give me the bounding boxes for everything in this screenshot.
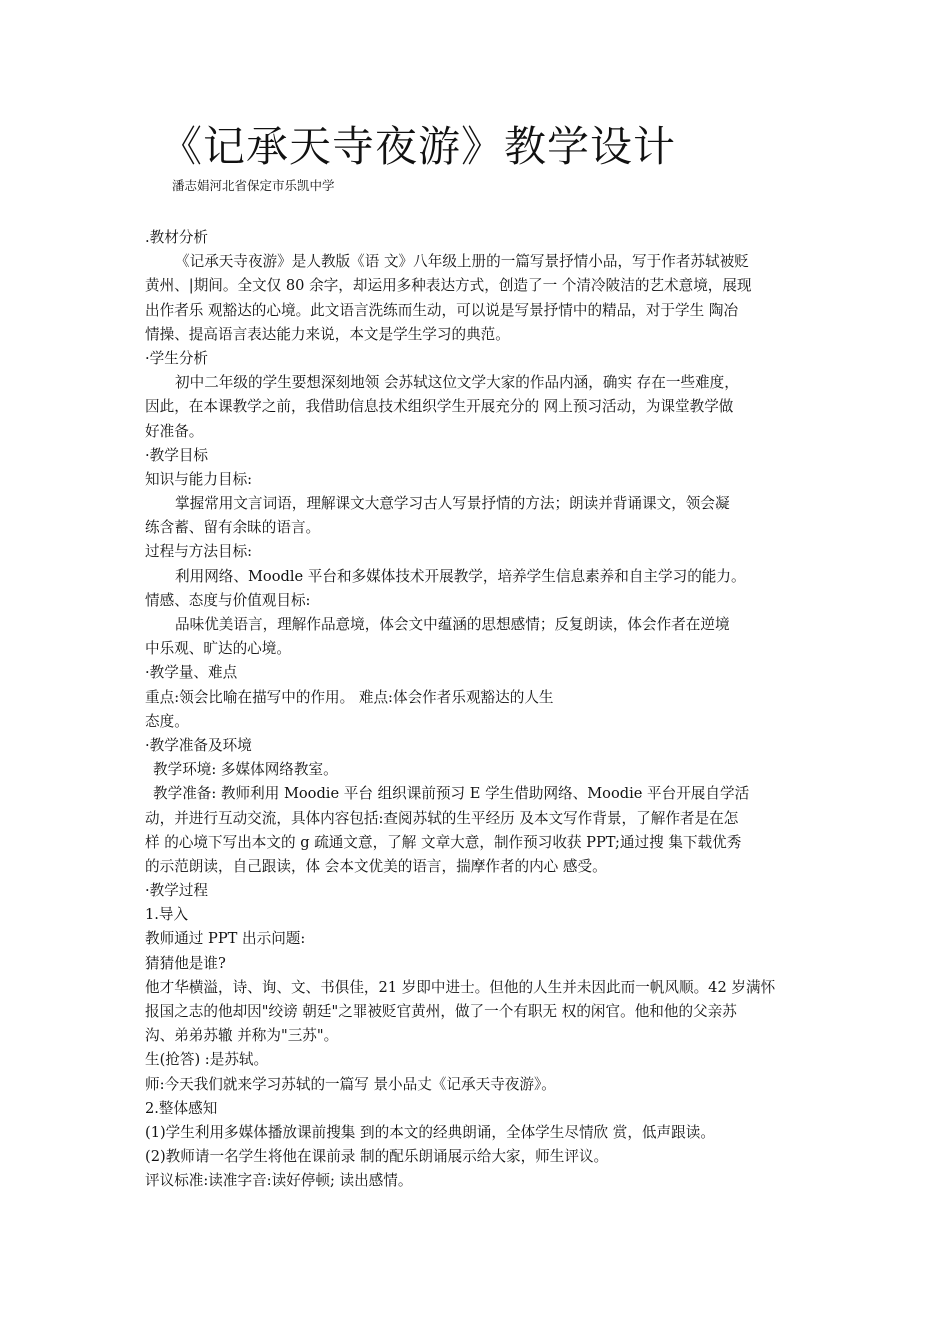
text-line: ·学生分析 — [145, 349, 209, 367]
text-line: 掌握常用文言词语，理解课文大意学习古人写景抒情的方法；朗读并背诵课文，领会凝 — [175, 495, 730, 513]
text-line: 师:今天我们就来学习苏轼的一篇写 景小品丈《记承天寺夜游》。 — [145, 1075, 556, 1093]
text-line: 动，并进行互动交流，具体内容包括:查阅苏轼的生平经历 及本文写作背景，了解作者是在怎 — [145, 809, 739, 827]
text-line: 态度。 — [145, 712, 189, 730]
author-line: 潘志娟河北省保定市乐凯中学 — [172, 178, 335, 193]
page-title: 《记承天寺夜游》教学设计 — [160, 122, 677, 171]
text-line: 报国之志的他却因"绞谤 朝廷"之罪被贬官黄州，做了一个有职无 权的闲官。他和他的父亲苏 — [145, 1003, 737, 1020]
text-line: (1)学生利用多媒体播放课前搜集 到的本文的经典朗诵，全体学生尽情欣 赏，低声跟读。 — [145, 1123, 715, 1141]
text-line: 情感、态度与价值观目标: — [145, 591, 311, 609]
text-line: 好准备。 — [145, 422, 204, 440]
text-line: 黄州、|期间。全文仅 80 余字，却运用多种表达方式，创造了一 个清冷陂洁的艺术意境，展现 — [145, 277, 752, 295]
text-line: 2.整体感知 — [145, 1099, 218, 1117]
text-line: 评议标准:读准字音:读好停顿; 读出感情。 — [145, 1172, 413, 1190]
text-line: 过程与方法目标: — [145, 543, 253, 561]
text-line: ·教学过程 — [145, 882, 209, 900]
text-line: .教材分析 — [145, 229, 209, 246]
text-line: ·教学量、难点 — [145, 664, 238, 682]
text-line: 练含蓄、留有余昧的语言。 — [145, 519, 321, 537]
text-line: 生(抢答) :是苏轼。 — [145, 1051, 269, 1069]
text-line: 品味优美语言，理解作品意境，体会文中蕴涵的思想感情；反复朗读，体会作者在逆境 — [175, 616, 730, 633]
text-line: 利用网络、Moodle 平台和多媒体技术开展教学，培养学生信息素养和自主学习的能力。 — [175, 567, 746, 585]
text-line: 教学环境: 多媒体网络教室。 — [153, 761, 338, 779]
document-body — [145, 226, 810, 1194]
text-line: ·教学目标 — [145, 446, 209, 464]
text-line: 样 的心境下写出本文的 g 疏通文意，了解 文章大意，制作预习收获 PPT;通过搜 集下载优秀 — [145, 833, 742, 851]
text-line: 他才华横溢，诗、询、文、书俱佳，21 岁即中进士。但他的人生并未因此而一帆风顺。42 岁满怀 — [145, 978, 776, 996]
text-line: 1.导入 — [145, 906, 189, 924]
text-line: 初中二年级的学生要想深刻地领 会苏轼这位文学大家的作品内涵，确实 存在一些难度， — [175, 374, 739, 392]
text-line: 重点:领会比喻在描写中的作用。 难点:体会作者乐观豁达的人生 — [145, 688, 554, 706]
text-line: 知识与能力目标: — [145, 470, 253, 488]
text-line: 沟、弟弟苏辙 并称为"三苏"。 — [145, 1027, 339, 1045]
text-line: 猜猜他是谁? — [145, 954, 226, 972]
text-line: 中乐观、旷达的心境。 — [145, 640, 291, 658]
text-line: 情操、提高语言表达能力来说，本文是学生学习的典范。 — [145, 325, 510, 343]
text-line: 的示范朗读，自己跟读，体 会本文优美的语言，揣摩作者的内心 感受。 — [145, 857, 607, 875]
text-line: 《记承天寺夜游》是人教版《语 文》八年级上册的一篇写景抒情小品，写于作者苏轼被贬 — [175, 253, 749, 271]
text-line: 教师通过 PPT 出示问题: — [145, 930, 306, 948]
text-line: 因此，在本课教学之前，我借助信息技术组织学生开展充分的 网上预习活动，为课堂教学做 — [145, 398, 734, 416]
text-line: 出作者乐 观豁达的心境。此文语言洗练而生动，可以说是写景抒情中的精品，对于学生 陶冶 — [145, 301, 739, 319]
text-line: (2)教师请一名学生将他在课前录 制的配乐朗诵展示给大家，师生评议。 — [145, 1148, 609, 1166]
text-line: ·教学准备及环境 — [145, 736, 252, 754]
text-line: 教学准备: 教师利用 Moodie 平台 组织课前预习 E 学生借助网络、Moodie 平台开展自学活 — [153, 785, 750, 803]
